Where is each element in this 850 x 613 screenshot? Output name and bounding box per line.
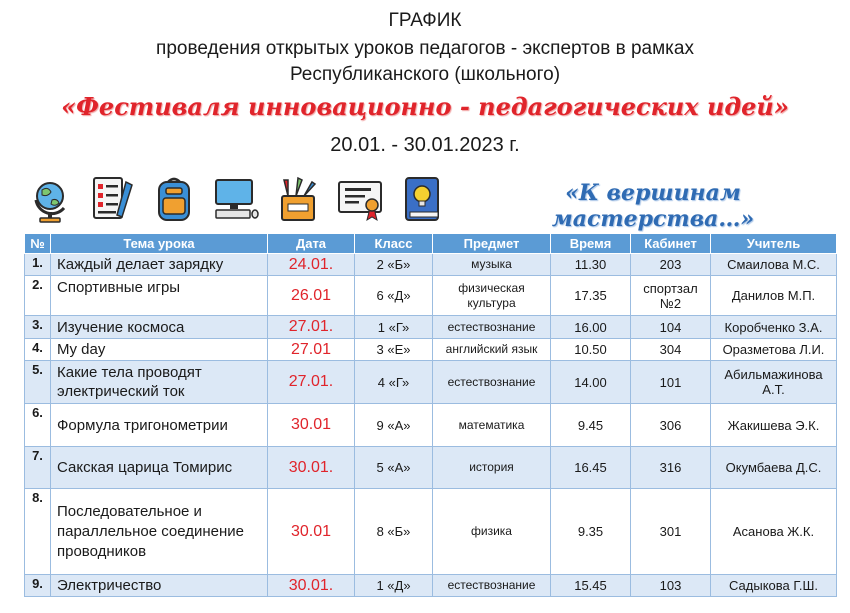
row-number: 2. — [25, 276, 51, 316]
computer-icon — [212, 174, 260, 224]
globe-icon — [26, 174, 74, 224]
lesson-topic: Какие тела проводят электрический ток — [51, 361, 268, 404]
row-number: 3. — [25, 316, 51, 339]
lesson-time: 14.00 — [551, 361, 631, 404]
lesson-class: 2 «Б» — [355, 254, 433, 276]
lesson-topic: Спортивные игры — [51, 276, 268, 316]
table-row — [25, 447, 837, 489]
lesson-date: 30.01. — [268, 575, 355, 597]
table-header-row — [25, 234, 837, 254]
col-header-number: № — [25, 234, 51, 254]
lesson-room: спортзал №2 — [631, 276, 711, 316]
lesson-topic: Изучение космоса — [51, 316, 268, 339]
lesson-topic: Каждый делает зарядку — [51, 254, 268, 276]
lesson-room: 304 — [631, 339, 711, 361]
row-number: 4. — [25, 339, 51, 361]
lesson-teacher: Абильмажинова А.Т. — [711, 361, 837, 404]
lesson-class: 9 «А» — [355, 404, 433, 447]
icon-strip — [24, 174, 464, 226]
table-row — [25, 489, 837, 575]
lesson-date: 26.01 — [268, 276, 355, 316]
pencil-cup-icon — [274, 174, 322, 224]
lesson-subject: естествознание — [433, 316, 551, 339]
lesson-class: 3 «Е» — [355, 339, 433, 361]
subtitle-line-1: проведения открытых уроков педагогов - экспертов в рамках — [156, 38, 694, 59]
row-number: 5. — [25, 361, 51, 404]
lesson-time: 16.45 — [551, 447, 631, 489]
backpack-icon — [150, 174, 198, 224]
lesson-topic: Последовательное и параллельное соединение проводников — [51, 489, 268, 575]
checklist-icon — [88, 174, 136, 224]
lesson-teacher: Жакишева Э.К. — [711, 404, 837, 447]
lesson-class: 6 «Д» — [355, 276, 433, 316]
lesson-teacher: Асанова Ж.К. — [711, 489, 837, 575]
lesson-room: 203 — [631, 254, 711, 276]
table-row — [25, 339, 837, 361]
lesson-topic: Электричество — [51, 575, 268, 597]
lesson-topic: My day — [51, 339, 268, 361]
row-number: 1. — [25, 254, 51, 276]
col-header-date: Дата — [268, 234, 355, 254]
lesson-class: 5 «А» — [355, 447, 433, 489]
lesson-class: 1 «Д» — [355, 575, 433, 597]
table-row — [25, 276, 837, 316]
lesson-teacher: Коробченко З.А. — [711, 316, 837, 339]
lesson-room: 103 — [631, 575, 711, 597]
lesson-room: 101 — [631, 361, 711, 404]
lesson-time: 9.45 — [551, 404, 631, 447]
table-row — [25, 361, 837, 404]
lesson-time: 17.35 — [551, 276, 631, 316]
table-row — [25, 404, 837, 447]
row-number: 7. — [25, 447, 51, 489]
lesson-date: 30.01 — [268, 404, 355, 447]
lesson-subject: история — [433, 447, 551, 489]
book-lightbulb-icon — [398, 174, 446, 224]
row-number: 9. — [25, 575, 51, 597]
lesson-date: 27.01. — [268, 361, 355, 404]
lesson-topic: Сакская царица Томирис — [51, 447, 268, 489]
col-header-topic: Тема урока — [51, 234, 268, 254]
lesson-subject: математика — [433, 404, 551, 447]
lesson-date: 24.01. — [268, 254, 355, 276]
subtitle-line-2: Республиканского (школьного) — [289, 64, 561, 85]
lesson-teacher: Оразметова Л.И. — [711, 339, 837, 361]
col-header-teacher: Учитель — [711, 234, 837, 254]
lesson-class: 1 «Г» — [355, 316, 433, 339]
lesson-room: 306 — [631, 404, 711, 447]
lesson-class: 8 «Б» — [355, 489, 433, 575]
lesson-subject: физическая культура — [433, 276, 551, 316]
table-row — [25, 316, 837, 339]
festival-title: «Фестиваля инновационно - педагогических идей» — [61, 92, 789, 121]
col-header-room: Кабинет — [631, 234, 711, 254]
lesson-time: 9.35 — [551, 489, 631, 575]
lesson-topic: Формула тригонометрии — [51, 404, 268, 447]
lesson-teacher: Смаилова М.С. — [711, 254, 837, 276]
date-range: 20.01. - 30.01.2023 г. — [330, 134, 520, 156]
col-header-class: Класс — [355, 234, 433, 254]
table-row — [25, 575, 837, 597]
schedule-table — [24, 233, 837, 597]
row-number: 6. — [25, 404, 51, 447]
lesson-subject: естествознание — [433, 361, 551, 404]
page-title: ГРАФИК — [388, 10, 462, 31]
lesson-teacher: Данилов М.П. — [711, 276, 837, 316]
lesson-subject: естествознание — [433, 575, 551, 597]
certificate-icon — [336, 174, 384, 224]
motto-slogan: «К вершинам мастерства…» — [551, 180, 755, 232]
lesson-subject: физика — [433, 489, 551, 575]
col-header-time: Время — [551, 234, 631, 254]
lesson-date: 30.01. — [268, 447, 355, 489]
lesson-subject: английский язык — [433, 339, 551, 361]
col-header-subject: Предмет — [433, 234, 551, 254]
lesson-subject: музыка — [433, 254, 551, 276]
lesson-date: 27.01. — [268, 316, 355, 339]
lesson-class: 4 «Г» — [355, 361, 433, 404]
lesson-time: 15.45 — [551, 575, 631, 597]
table-row — [25, 254, 837, 276]
lesson-time: 11.30 — [551, 254, 631, 276]
lesson-date: 30.01 — [268, 489, 355, 575]
lesson-time: 10.50 — [551, 339, 631, 361]
lesson-time: 16.00 — [551, 316, 631, 339]
row-number: 8. — [25, 489, 51, 575]
lesson-room: 316 — [631, 447, 711, 489]
lesson-date: 27.01 — [268, 339, 355, 361]
lesson-room: 301 — [631, 489, 711, 575]
lesson-teacher: Садыкова Г.Ш. — [711, 575, 837, 597]
lesson-room: 104 — [631, 316, 711, 339]
lesson-teacher: Окумбаева Д.С. — [711, 447, 837, 489]
